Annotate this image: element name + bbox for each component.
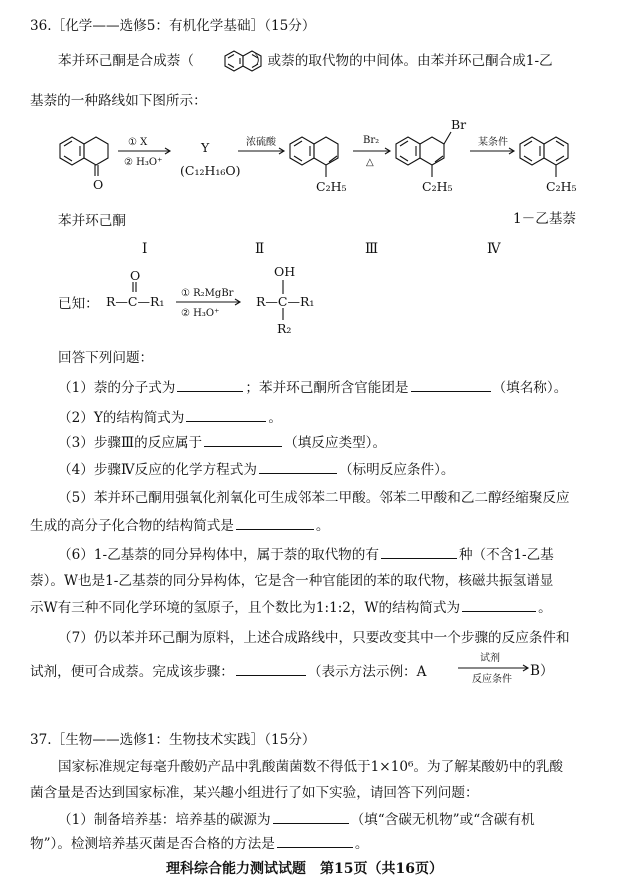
q37-1-text-b: （填“含碳无机物”或“含碳有机 xyxy=(350,812,535,828)
q37-1-text-a: （1）制备培养基：培养基的碳源为 xyxy=(58,812,271,828)
q37-line1: 国家标准规定每毫升酸奶产品中乳酸菌菌数不得低于1×10⁶。为了解某酸奶中的乳酸 xyxy=(58,759,563,775)
known-label: 已知： xyxy=(58,296,99,312)
q6-text-b: 种（不含1-乙基 xyxy=(458,547,554,563)
q37-line2: 菌含量是否达到国家标准，某兴趣小组进行了如下实验，请回答下列问题： xyxy=(30,785,479,801)
q6-text-c: 示W有三种不同化学环境的氢原子，且个数比为1:1:2，W的结构简式为 xyxy=(30,600,461,616)
q2-text-b: 。 xyxy=(268,410,282,426)
q7-example-end: B） xyxy=(530,663,554,679)
bromo-dihydronaphthalene-structure xyxy=(396,132,451,177)
answer-intro: 回答下列问题： xyxy=(58,350,154,366)
q37-1-blank-carbon[interactable] xyxy=(273,810,349,824)
step1-reagent-x: ① X xyxy=(128,137,148,148)
known-hydroxyl: OH xyxy=(274,264,296,279)
question-7-line2 xyxy=(30,662,426,681)
tetralone-name: 苯并环己酮 xyxy=(58,213,126,229)
step-label-1: Ⅰ xyxy=(142,241,148,257)
q37-line3 xyxy=(58,810,535,829)
naphthalene-structure-inline xyxy=(225,51,261,71)
q6-text-a: （6）1-乙基萘的同分异构体中，属于萘的取代物的有 xyxy=(58,547,379,563)
known-oxygen: O xyxy=(130,268,141,283)
example-reagent: 试剂 xyxy=(480,653,500,664)
step1-reagent-h3o: ② H₃O⁺ xyxy=(124,157,163,168)
q36-heading: 36.［化学——选修5：有机化学基础］（15分） xyxy=(30,18,316,34)
q1-blank-formula[interactable] xyxy=(177,378,243,392)
bromine-label: Br xyxy=(451,117,467,132)
known-ketone: R—C—R₁ xyxy=(106,294,165,309)
q1-text-c: （填名称）。 xyxy=(492,380,568,396)
q5-text-b: 。 xyxy=(315,518,330,534)
question-3 xyxy=(58,433,386,452)
q7-blank[interactable] xyxy=(236,662,306,676)
q37-line4 xyxy=(30,834,368,853)
tetralone-structure xyxy=(60,137,108,176)
question-6-line1 xyxy=(58,545,554,564)
question-1 xyxy=(58,378,567,397)
ethyl-label-iii: C₂H₅ xyxy=(422,179,453,194)
q37-1-text-c: 物”）。检测培养基灭菌是否合格的方法是 xyxy=(30,836,275,852)
step3-condition: △ xyxy=(366,157,374,168)
step-label-3: Ⅲ xyxy=(365,241,379,257)
q1-text-a: （1）萘的分子式为 xyxy=(58,380,176,396)
q7-text-b: （表示方法示例：A xyxy=(307,664,427,680)
q37-1-text-d: 。 xyxy=(354,836,369,852)
ethyl-label-ii: C₂H₅ xyxy=(316,179,347,194)
q6-blank-count[interactable] xyxy=(381,545,457,559)
step3-reagent: Br₂ xyxy=(363,135,380,146)
page-footer: 理科综合能力测试试题 第15页（共16页） xyxy=(166,861,443,877)
ethylnaphthalene-name: 1－乙基萘 xyxy=(513,211,577,227)
q5-blank[interactable] xyxy=(236,516,314,530)
q1-blank-group[interactable] xyxy=(411,378,491,392)
known-r2: R₂ xyxy=(277,321,292,336)
example-condition: 反应条件 xyxy=(472,674,512,685)
q36-intro-part1: 苯并环己酮是合成萘（ xyxy=(58,53,194,69)
q2-text-a: （2）Y的结构简式为 xyxy=(58,410,185,426)
q1-text-b: ；苯并环己酮所含官能团是 xyxy=(245,380,409,396)
question-4 xyxy=(58,460,455,479)
question-6-line3 xyxy=(30,598,552,617)
dihydronaphthalene-structure xyxy=(290,137,338,177)
q36-intro-line2: 基萘的一种路线如下图所示： xyxy=(30,93,207,109)
compound-y-label: Y xyxy=(201,140,210,155)
known-reagent-2: ② H₃O⁺ xyxy=(181,308,220,319)
tetralone-oxygen: O xyxy=(93,177,104,192)
step2-reagent: 浓硫酸 xyxy=(246,137,276,148)
q3-text-b: （填反应类型）。 xyxy=(284,435,387,451)
q37-1-blank-method[interactable] xyxy=(277,834,353,848)
step-label-2: Ⅱ xyxy=(255,241,265,257)
known-reagent-1: ① R₂MgBr xyxy=(181,288,234,299)
question-7-line1: （7）仍以苯并环己酮为原料，上述合成路线中，只要改变其中一个步骤的反应条件和 xyxy=(58,630,570,646)
q6-text-d: 。 xyxy=(538,600,552,616)
q36-intro-part2: ）或萘的取代物的中间体。由苯并环己酮合成1-乙 xyxy=(253,53,553,69)
compound-y-formula: (C₁₂H₁₆O) xyxy=(180,163,241,178)
step4-reagent: 某条件 xyxy=(478,137,508,148)
q5-text-a: 生成的高分子化合物的结构简式是 xyxy=(30,518,234,534)
question-6-line2: 萘）。W也是1-乙基萘的同分异构体，它是含一种官能团的苯的取代物，核磁共振氢谱显 xyxy=(30,573,554,589)
ethyl-label-iv: C₂H₅ xyxy=(546,179,577,194)
q6-blank-structure[interactable] xyxy=(462,598,536,612)
q4-blank[interactable] xyxy=(259,460,337,474)
question-5-line2 xyxy=(30,516,330,535)
q4-text-b: （标明反应条件）。 xyxy=(338,462,455,478)
question-5-line1: （5）苯并环己酮用强氧化剂氧化可生成邻苯二甲酸。邻苯二甲酸和乙二醇经缩聚反应 xyxy=(58,490,570,506)
q3-blank[interactable] xyxy=(204,433,282,447)
q7-text-a: 试剂，便可合成萘。完成该步骤： xyxy=(30,664,234,680)
ethylnaphthalene-structure xyxy=(520,137,568,177)
question-2 xyxy=(58,408,282,427)
q3-text-a: （3）步骤Ⅲ的反应属于 xyxy=(58,435,203,451)
q4-text-a: （4）步骤Ⅳ反应的化学方程式为 xyxy=(58,462,257,478)
q37-heading: 37.［生物——选修1：生物技术实践］（15分） xyxy=(30,732,316,748)
known-alcohol: R—C—R₁ xyxy=(256,294,315,309)
step-label-4: Ⅳ xyxy=(487,241,501,257)
q2-blank[interactable] xyxy=(186,408,266,422)
